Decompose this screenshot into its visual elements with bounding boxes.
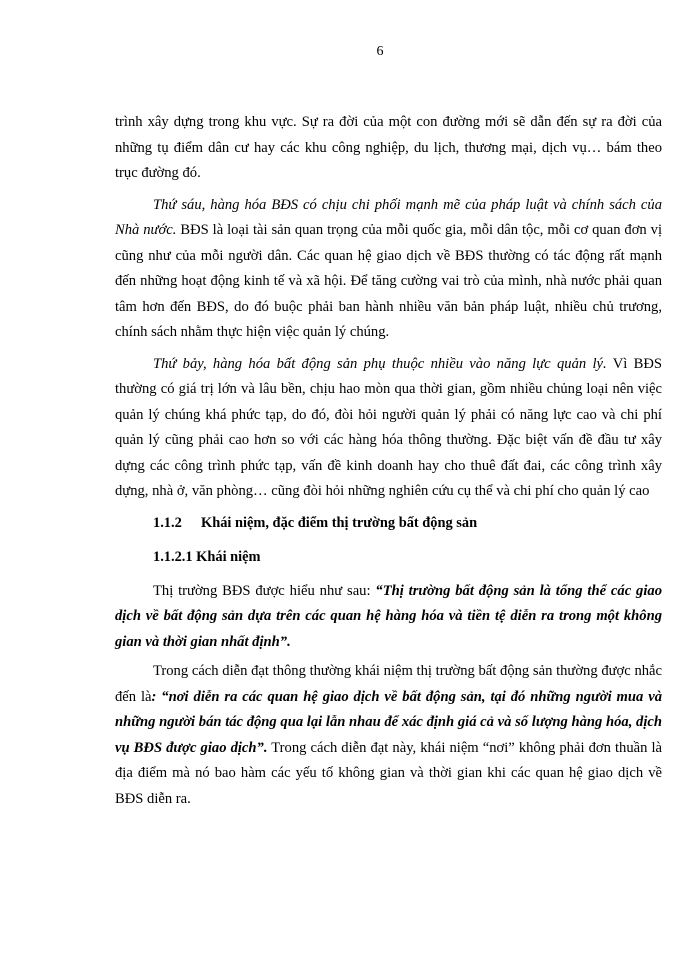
paragraph-continuation: trình xây dựng trong khu vực. Sự ra đời của một con đường mới sẽ dẫn đến sự ra đời của những tụ điểm dân cư hay các khu công nghiệp, du lịch, thương mại, dịch vụ… bám theo trục đường đó. bbox=[115, 114, 662, 181]
paragraph-common-definition bbox=[115, 659, 662, 812]
paragraph-lead: Thị trường BĐS được hiểu như sau: bbox=[153, 582, 376, 599]
paragraph-body: BĐS là loại tài sản quan trọng của mỗi quốc gia, mỗi dân tộc, mỗi cơ quan đơn vị cũng như của mỗi người dân. Các quan hệ giao dịch về BĐS thường có tác động rất mạnh đến những hoạt động kinh tế và xã hội. Để tăng cường vai trò của mình, nhà nước phải quan tâm hơn đến BĐS, do đó buộc phải ban hành nhiều văn bản pháp luật, nhiều chủ trương, chính sách nhằm thực hiện việc quản lý chúng. bbox=[115, 222, 662, 340]
paragraph-lead: Trong cách diễn đạt thông thường khái niệm thị trường bất động sản thường được nhắc đến là bbox=[115, 663, 662, 705]
paragraph-lead-italic: Thứ bảy, hàng hóa bất động sản phụ thuộc nhiều vào năng lực quản lý. bbox=[153, 355, 607, 372]
paragraph-body: Vì BĐS thường có giá trị lớn và lâu bền, chịu hao mòn qua thời gian, gồm nhiều chủng loại nên việc quản lý chúng khá phức tạp, do đó, đòi hỏi người quản lý phải có năng lực cao và chi phí quản lý cũng phải cao hơn so với các hàng hóa thông thường. Đặc biệt vấn đề đầu tư xây dựng các công trình phức tạp, vấn đề kinh doanh hay cho thuê đất đai, các công trình xây dựng, nhà ở, văn phòng… cũng đòi hỏi những nghiên cứu cụ thể và chi phí cho quản lý cao bbox=[115, 355, 662, 499]
paragraph-thu-bay bbox=[115, 352, 662, 505]
subsection-heading: 1.1.2.1 Khái niệm bbox=[153, 549, 261, 565]
section-heading bbox=[153, 511, 662, 537]
section-number: 1.1.2 bbox=[153, 514, 182, 531]
section-title: Khái niệm, đặc điểm thị trường bất động sản bbox=[201, 514, 478, 531]
page-number: 6 bbox=[376, 44, 384, 59]
document-body bbox=[115, 110, 662, 818]
definition-quote: “Thị trường bất động sản là tổng thể các giao dịch về bất động sản dựa trên các quan hệ hàng hóa và tiền tệ diễn ra trong một không gian và thời gian nhất định”. bbox=[115, 582, 662, 650]
definition-quote: : “nơi diễn ra các quan hệ giao dịch về bất động sản, tại đó những người mua và những người bán tác động qua lại lẫn nhau để xác định giá cả và số lượng hàng hóa, dịch vụ BĐS được giao dịch”. bbox=[115, 688, 662, 756]
paragraph-lead-italic: Thứ sáu, hàng hóa BĐS có chịu chi phối mạnh mẽ của pháp luật và chính sách của Nhà nước. bbox=[115, 196, 662, 238]
paragraph-body: Trong cách diễn đạt này, khái niệm “nơi” không phải đơn thuần là địa điểm mà nó bao hàm các yếu tố không gian và thời gian khi các quan hệ giao dịch về BĐS diễn ra. bbox=[115, 739, 662, 807]
paragraph-definition bbox=[115, 579, 662, 656]
paragraph-thu-sau bbox=[115, 193, 662, 346]
